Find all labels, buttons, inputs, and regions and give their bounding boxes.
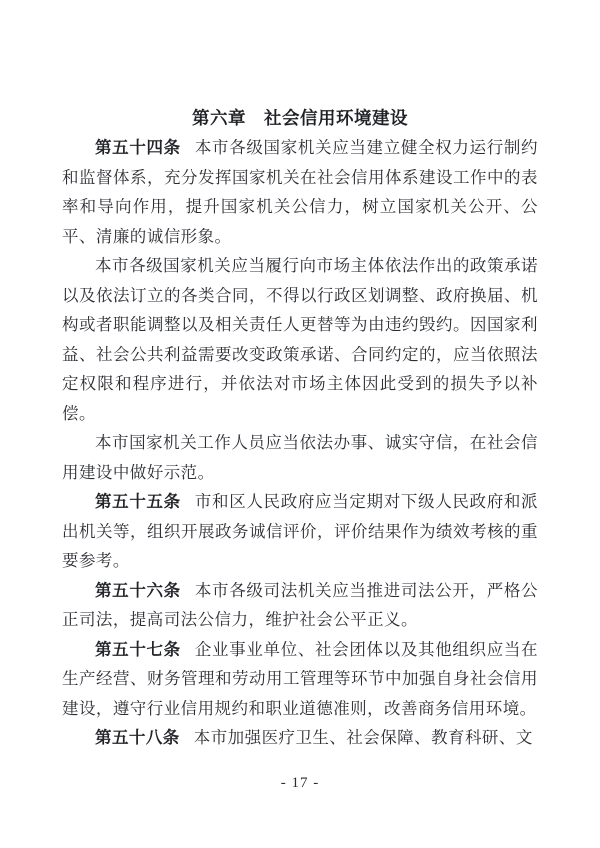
article-55-paragraph <box>62 487 538 576</box>
article-58-text: 本市加强医疗卫生、社会保障、教育科研、文 <box>193 728 533 747</box>
document-content <box>62 103 538 753</box>
article-54-label: 第五十四条 <box>95 138 181 157</box>
article-54-paragraph <box>62 133 538 251</box>
article-57-paragraph <box>62 635 538 724</box>
page-number: - 17 - <box>280 775 320 791</box>
article-58-paragraph <box>62 723 538 753</box>
article-54-text: 本市各级国家机关应当建立健全权力运行制约和监督体系，充分发挥国家机关在社会信用体系建设工作中的表率和导向作用，提升国家机关公信力，树立国家机关公开、公平、清廉的诚信形象。 <box>62 138 539 246</box>
article-55-label: 第五十五条 <box>95 492 181 511</box>
article-57-label: 第五十七条 <box>95 639 181 659</box>
article-54-paragraph-2 <box>62 251 538 428</box>
chapter-title: 第六章 社会信用环境建设 <box>192 108 408 128</box>
article-54-paragraph-2-text: 本市各级国家机关应当履行向市场主体依法作出的政策承诺以及依法订立的各类合同，不得以行政区划调整、政府换届、机构或者职能调整以及相关责任人更替等为由违约毁约。因国家利益、社会公共利益需要改变政策承诺、合同约定的，应当依照法定权限和程序进行，并依法对市场主体因此受到的损失予以补偿。 <box>62 256 538 423</box>
article-56-label: 第五十六条 <box>95 580 181 600</box>
article-57-text: 企业事业单位、社会团体以及其他组织应当在生产经营、财务管理和劳动用工管理等环节中加强自身社会信用建设，遵守行业信用规约和职业道德准则，改善商务信用环境。 <box>62 639 539 718</box>
article-54-paragraph-3-text: 本市国家机关工作人员应当依法办事、诚实守信，在社会信用建设中做好示范。 <box>62 433 538 482</box>
article-56-text: 本市各级司法机关应当推进司法公开，严格公正司法，提高司法公信力，维护社会公平正义。 <box>62 580 539 629</box>
article-58-label: 第五十八条 <box>95 728 180 747</box>
article-55-text: 市和区人民政府应当定期对下级人民政府和派出机关等，组织开展政务诚信评价，评价结果作为绩效考核的重要参考。 <box>62 492 539 570</box>
article-54-paragraph-3 <box>62 428 538 487</box>
article-56-paragraph <box>62 576 538 635</box>
